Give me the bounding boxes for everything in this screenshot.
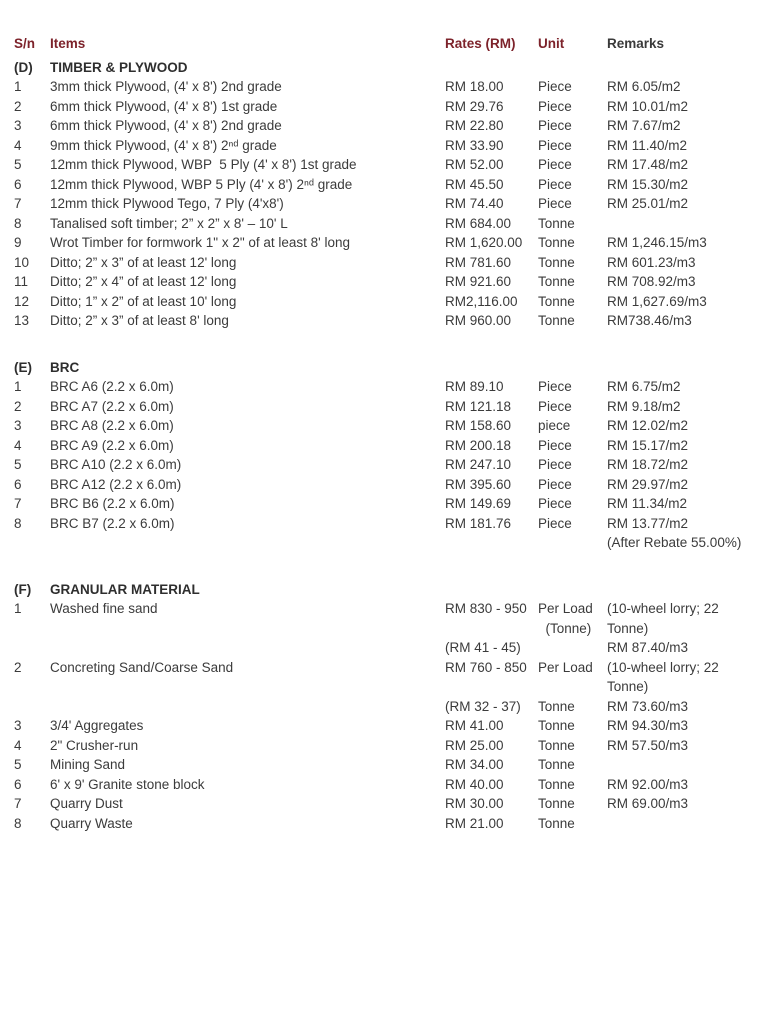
row-sn: 5 <box>14 757 22 772</box>
column-header-items: Items <box>50 36 86 51</box>
row-sn: 8 <box>14 515 22 531</box>
row-item: Ditto; 2” x 3” of at least 12' long <box>50 254 237 270</box>
row-remark: (10-wheel lorry; 22 <box>607 601 719 616</box>
table-row <box>14 292 762 312</box>
row-remark: RM 601.23/m3 <box>607 254 696 270</box>
row-sn: 3 <box>14 718 22 733</box>
row-unit: Piece <box>538 457 572 472</box>
table-row <box>14 377 762 397</box>
row-unit: Tonne <box>538 718 575 733</box>
table-row <box>14 311 762 331</box>
table-row <box>14 116 762 136</box>
row-unit: Piece <box>538 398 572 414</box>
row-rate: (RM 32 - 37) <box>445 698 521 714</box>
row-item: 6mm thick Plywood, (4' x 8') 1st grade <box>50 98 278 114</box>
row-sn: 8 <box>14 215 22 231</box>
table-row <box>14 77 762 97</box>
row-unit: Per Load <box>538 601 593 616</box>
row-sn: 4 <box>14 437 22 453</box>
row-rate: RM 1,620.00 <box>445 235 523 250</box>
row-sn: 2 <box>14 98 22 114</box>
table-row <box>14 455 762 475</box>
row-rate: RM 247.10 <box>445 457 512 472</box>
row-unit: Tonne <box>538 313 575 328</box>
table-row <box>14 416 762 436</box>
table-row <box>14 155 762 175</box>
table-row <box>14 475 762 495</box>
row-remark: RM 708.92/m3 <box>607 274 696 289</box>
row-rate: RM 200.18 <box>445 437 512 453</box>
row-rate: RM 960.00 <box>445 313 512 328</box>
row-item: Ditto; 1” x 2” of at least 10' long <box>50 293 237 309</box>
row-sn: 9 <box>14 235 22 250</box>
row-rate: RM 18.00 <box>445 79 504 94</box>
row-rate: RM 760 - 850 <box>445 659 527 675</box>
row-rate: RM 830 - 950 <box>445 601 527 616</box>
row-unit: Piece <box>538 118 572 133</box>
row-remark: RM 11.34/m2 <box>607 496 688 511</box>
row-item: Washed fine sand <box>50 601 158 616</box>
table-row <box>14 436 762 456</box>
row-rate: RM 22.80 <box>445 118 504 133</box>
row-sn: 3 <box>14 118 22 133</box>
row-rate: RM 149.69 <box>445 496 512 511</box>
row-remark: RM 17.48/m2 <box>607 157 689 172</box>
row-item: Wrot Timber for formwork 1" x 2" of at least 8' long <box>50 235 351 250</box>
row-remark: RM 13.77/m2 <box>607 515 689 531</box>
table-row <box>14 775 762 795</box>
table-row <box>14 272 762 292</box>
row-remark: RM738.46/m3 <box>607 313 692 328</box>
table-row <box>14 253 762 273</box>
table-row <box>14 175 762 195</box>
row-item: BRC B7 (2.2 x 6.0m) <box>50 515 175 531</box>
row-sn: 6 <box>14 776 22 792</box>
row-item: Quarry Dust <box>50 796 123 811</box>
row-sn: 10 <box>14 254 30 270</box>
row-unit: Tonne <box>538 254 575 270</box>
row-remark: RM 12.02/m2 <box>607 418 689 433</box>
row-item: Quarry Waste <box>50 815 133 831</box>
row-sn: 1 <box>14 79 22 94</box>
row-remark: RM 1,246.15/m3 <box>607 235 707 250</box>
table-row <box>14 794 762 814</box>
row-item: BRC A10 (2.2 x 6.0m) <box>50 457 182 472</box>
table-row <box>14 514 762 534</box>
row-sn: 5 <box>14 157 22 172</box>
row-unit: Piece <box>538 79 572 94</box>
row-unit: Piece <box>538 176 572 192</box>
row-remark: RM 15.17/m2 <box>607 437 689 453</box>
row-sn: 2 <box>14 659 22 675</box>
row-unit: Tonne <box>538 757 575 772</box>
row-remark: RM 87.40/m3 <box>607 640 689 655</box>
row-rate: RM 29.76 <box>445 98 504 114</box>
row-unit: Piece <box>538 437 572 453</box>
row-rate: RM 41.00 <box>445 718 504 733</box>
row-item: BRC A9 (2.2 x 6.0m) <box>50 437 174 453</box>
row-unit: Piece <box>538 157 572 172</box>
row-item: 2" Crusher-run <box>50 737 139 753</box>
row-unit: Tonne <box>538 776 575 792</box>
row-unit: Piece <box>538 476 572 492</box>
table-row <box>14 716 762 736</box>
row-unit: Tonne <box>538 215 575 231</box>
section-title: GRANULAR MATERIAL <box>50 581 200 597</box>
table-row <box>14 233 762 253</box>
row-sn: 2 <box>14 398 22 414</box>
row-remark: RM 92.00/m3 <box>607 776 689 792</box>
row-rate: RM 89.10 <box>445 379 504 394</box>
table-row <box>14 97 762 117</box>
row-rate: RM 395.60 <box>445 476 512 492</box>
row-sn: 1 <box>14 379 22 394</box>
section-row <box>14 58 762 78</box>
column-header-rates: Rates (RM) <box>445 36 516 51</box>
table-row <box>14 677 762 697</box>
row-rate: RM 25.00 <box>445 737 504 753</box>
row-item: BRC A7 (2.2 x 6.0m) <box>50 398 174 414</box>
row-remark: RM 7.67/m2 <box>607 118 681 133</box>
row-remark: RM 25.01/m2 <box>607 196 689 211</box>
row-unit: Tonne <box>538 235 575 250</box>
section-row <box>14 358 762 378</box>
row-item: Tanalised soft timber; 2” x 2” x 8' – 10' L <box>50 215 288 231</box>
table-row <box>14 619 762 639</box>
row-sn: 4 <box>14 737 22 753</box>
row-item: 3mm thick Plywood, (4' x 8') 2nd grade <box>50 79 282 94</box>
row-sn: 7 <box>14 196 22 211</box>
row-sn: 4 <box>14 137 22 153</box>
table-row <box>14 755 762 775</box>
row-sn: 13 <box>14 313 30 328</box>
row-unit: Tonne <box>538 796 575 811</box>
row-sn: 7 <box>14 496 22 511</box>
row-unit: Piece <box>538 515 572 531</box>
price-table-body <box>14 58 762 834</box>
table-row <box>14 736 762 756</box>
row-item: 3/4' Aggregates <box>50 718 144 733</box>
row-item: 12mm thick Plywood, WBP 5 Ply (4' x 8') 2ⁿᵈ grade <box>50 176 353 192</box>
section-id: (D) <box>14 59 33 75</box>
row-rate: RM2,116.00 <box>445 293 518 309</box>
row-rate: RM 40.00 <box>445 776 504 792</box>
row-rate: (RM 41 - 45) <box>445 640 521 655</box>
row-remark: RM 73.60/m3 <box>607 698 689 714</box>
row-remark: RM 11.40/m2 <box>607 137 688 153</box>
row-item: 12mm thick Plywood, WBP 5 Ply (4' x 8') 1st grade <box>50 157 357 172</box>
row-rate: RM 781.60 <box>445 254 512 270</box>
row-unit: Piece <box>538 196 572 211</box>
row-unit: Piece <box>538 137 572 153</box>
row-unit: Tonne <box>538 274 575 289</box>
row-rate: RM 158.60 <box>445 418 512 433</box>
row-remark: RM 69.00/m3 <box>607 796 689 811</box>
row-unit: Piece <box>538 98 572 114</box>
section-id: (E) <box>14 359 32 375</box>
row-unit: Piece <box>538 496 572 511</box>
table-row <box>14 136 762 156</box>
row-remark: RM 94.30/m3 <box>607 718 689 733</box>
table-row <box>14 697 762 717</box>
row-unit: Tonne <box>538 815 575 831</box>
row-unit: (Tonne) <box>538 620 592 636</box>
table-row <box>14 533 762 553</box>
row-unit: Tonne <box>538 698 575 714</box>
table-row <box>14 814 762 834</box>
row-rate: RM 21.00 <box>445 815 504 831</box>
row-remark: Tonne) <box>607 620 649 636</box>
row-sn: 6 <box>14 176 22 192</box>
row-rate: RM 684.00 <box>445 215 512 231</box>
row-unit: Tonne <box>538 293 575 309</box>
row-sn: 6 <box>14 476 22 492</box>
row-item: BRC A12 (2.2 x 6.0m) <box>50 476 182 492</box>
section-title: BRC <box>50 359 80 375</box>
row-sn: 12 <box>14 293 30 309</box>
table-row <box>14 658 762 678</box>
row-remark: RM 6.05/m2 <box>607 79 681 94</box>
row-item: BRC B6 (2.2 x 6.0m) <box>50 496 175 511</box>
row-sn: 11 <box>14 274 29 289</box>
row-item: Mining Sand <box>50 757 126 772</box>
table-row <box>14 397 762 417</box>
row-rate: RM 121.18 <box>445 398 512 414</box>
row-item: 9mm thick Plywood, (4' x 8') 2ⁿᵈ grade <box>50 137 277 153</box>
row-unit: piece <box>538 418 571 433</box>
row-remark: RM 6.75/m2 <box>607 379 681 394</box>
row-rate: RM 30.00 <box>445 796 504 811</box>
table-row <box>14 194 762 214</box>
table-row <box>14 638 762 658</box>
row-sn: 8 <box>14 815 22 831</box>
row-sn: 1 <box>14 601 22 616</box>
row-item: 6mm thick Plywood, (4' x 8') 2nd grade <box>50 118 282 133</box>
column-header-remarks: Remarks <box>607 36 665 51</box>
row-rate: RM 33.90 <box>445 137 504 153</box>
section-id: (F) <box>14 581 32 597</box>
row-remark: RM 10.01/m2 <box>607 98 689 114</box>
row-sn: 5 <box>14 457 22 472</box>
row-remark: RM 29.97/m2 <box>607 476 689 492</box>
row-item: Ditto; 2” x 3” of at least 8' long <box>50 313 229 328</box>
row-item: 12mm thick Plywood Tego, 7 Ply (4'x8') <box>50 196 284 211</box>
row-remark: RM 9.18/m2 <box>607 398 681 414</box>
row-item: 6' x 9' Granite stone block <box>50 776 205 792</box>
row-rate: RM 34.00 <box>445 757 504 772</box>
row-sn: 7 <box>14 796 22 811</box>
section-title: TIMBER & PLYWOOD <box>50 59 188 75</box>
row-remark: RM 18.72/m2 <box>607 457 689 472</box>
table-row <box>14 494 762 514</box>
row-remark: RM 1,627.69/m3 <box>607 293 707 309</box>
row-item: Ditto; 2” x 4” of at least 12' long <box>50 274 237 289</box>
row-remark: Tonne) <box>607 679 649 694</box>
row-remark: RM 57.50/m3 <box>607 737 689 753</box>
table-header-row <box>14 34 762 54</box>
table-row <box>14 214 762 234</box>
row-rate: RM 74.40 <box>445 196 504 211</box>
row-unit: Piece <box>538 379 572 394</box>
row-remark: RM 15.30/m2 <box>607 176 689 192</box>
table-row <box>14 599 762 619</box>
row-rate: RM 52.00 <box>445 157 504 172</box>
row-item: BRC A6 (2.2 x 6.0m) <box>50 379 174 394</box>
row-item: BRC A8 (2.2 x 6.0m) <box>50 418 174 433</box>
row-unit: Per Load <box>538 659 593 675</box>
column-header-unit: Unit <box>538 36 565 51</box>
row-remark: (After Rebate 55.00%) <box>607 535 742 550</box>
row-sn: 3 <box>14 418 22 433</box>
row-rate: RM 45.50 <box>445 176 504 192</box>
row-remark: (10-wheel lorry; 22 <box>607 659 719 675</box>
row-rate: RM 921.60 <box>445 274 512 289</box>
row-rate: RM 181.76 <box>445 515 512 531</box>
section-row <box>14 580 762 600</box>
row-unit: Tonne <box>538 737 575 753</box>
column-header-sn: S/n <box>14 36 36 51</box>
row-item: Concreting Sand/Coarse Sand <box>50 659 234 675</box>
